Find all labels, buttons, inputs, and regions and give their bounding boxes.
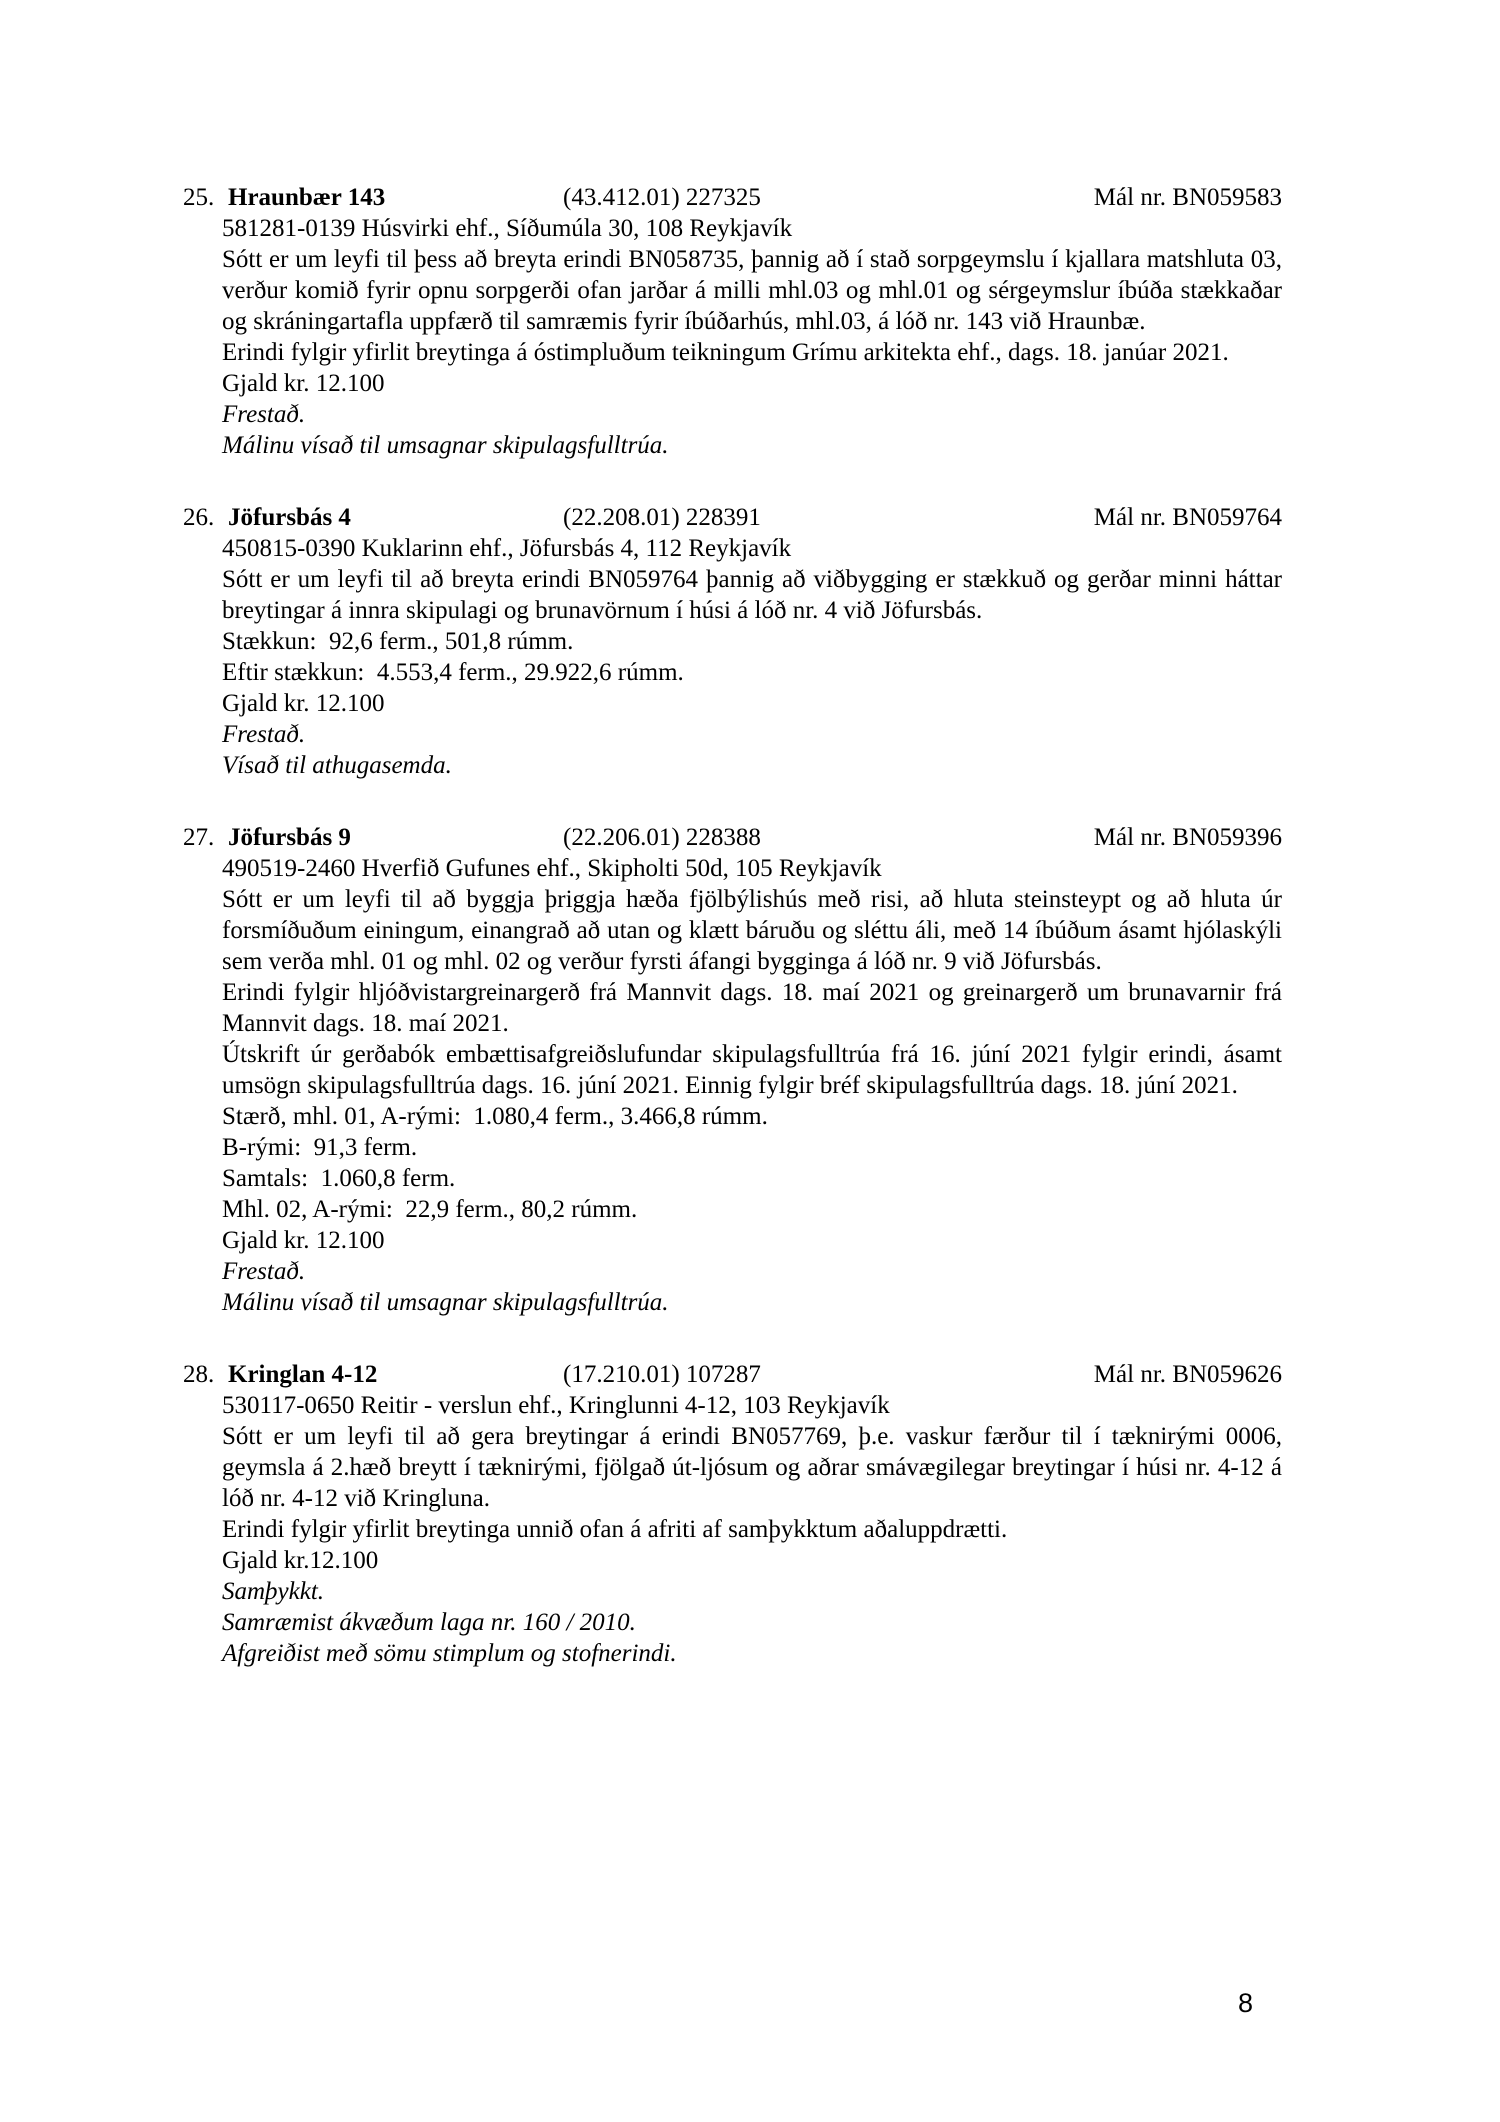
item-paragraph: Erindi fylgir hljóðvistargreinargerð frá Mannvit dags. 18. maí 2021 og greinargerð um brunavarnir frá Mannvit dags. 18. maí 2021. <box>222 979 1289 1037</box>
item-body <box>222 533 1289 781</box>
item-paragraph: Málinu vísað til umsagnar skipulagsfulltrúa. <box>222 1289 669 1316</box>
item-paragraph: Útskrift úr gerðabók embættisafgreiðslufundar skipulagsfulltrúa frá 16. júní 2021 fylgir erindi, ásamt umsögn skipulagsfulltrúa dags. 16. júní 2021. Einnig fylgir bréf skipulagsfulltrúa dags. 18. júní 2021. <box>222 1041 1289 1099</box>
item-owner: 490519-2460 Hverfið Gufunes ehf., Skipholti 50d, 105 Reykjavík <box>222 855 882 882</box>
item-number: 27. <box>183 824 215 851</box>
item-case-number: Mál nr. BN059396 <box>1093 824 1282 851</box>
item-number: 26. <box>183 504 215 531</box>
item-title: Jöfursbás 9 <box>228 824 351 851</box>
item-paragraph: Gjald kr. 12.100 <box>222 370 385 397</box>
item-paragraph: Samræmist ákvæðum laga nr. 160 / 2010. <box>222 1609 636 1636</box>
item-paragraph: Afgreiðist með sömu stimplum og stofnerindi. <box>222 1640 677 1667</box>
item-reference: (22.208.01) 228391 <box>563 504 761 531</box>
item-header <box>183 502 1282 533</box>
item-case-number: Mál nr. BN059764 <box>1093 504 1282 531</box>
item-body <box>222 1390 1289 1669</box>
page-number: 8 <box>1238 1988 1254 2018</box>
item-number: 25. <box>183 184 215 211</box>
item-owner: 581281-0139 Húsvirki ehf., Síðumúla 30, 108 Reykjavík <box>222 215 793 242</box>
item-title: Kringlan 4-12 <box>228 1361 378 1388</box>
agenda-item <box>183 1359 1289 1669</box>
item-paragraph: Vísað til athugasemda. <box>222 752 452 779</box>
item-header <box>183 182 1282 213</box>
item-title: Hraunbær 143 <box>228 184 386 211</box>
item-reference: (17.210.01) 107287 <box>563 1361 761 1388</box>
item-paragraph: Gjald kr.12.100 <box>222 1547 379 1574</box>
item-paragraph: Stærð, mhl. 01, A-rými: 1.080,4 ferm., 3.466,8 rúmm. <box>222 1103 768 1130</box>
item-paragraph: Gjald kr. 12.100 <box>222 690 385 717</box>
agenda-item <box>183 822 1289 1318</box>
item-paragraph: Sótt er um leyfi til þess að breyta erindi BN058735, þannig að í stað sorpgeymslu í kjallara matshluta 03, verður komið fyrir opnu sorpgerði ofan jarðar á milli mhl.03 og mhl.01 og sérgeymslur íbúða stækkaðar og skráningartafla uppfærð til samræmis fyrir íbúðarhús, mhl.03, á lóð nr. 143 við Hraunbæ. <box>222 246 1289 335</box>
item-paragraph: Frestað. <box>222 401 306 428</box>
item-paragraph: Frestað. <box>222 721 306 748</box>
item-paragraph: Sótt er um leyfi til að gera breytingar á erindi BN057769, þ.e. vaskur færður til í tæknirými 0006, geymsla á 2.hæð breytt í tæknirými, fjölgað út-ljósum og aðrar smávægilegar breytingar í húsi nr. 4-12 á lóð nr. 4-12 við Kringluna. <box>222 1423 1289 1512</box>
item-paragraph: Erindi fylgir yfirlit breytinga unnið ofan á afriti af samþykktum aðaluppdrætti. <box>222 1516 1008 1543</box>
item-paragraph: B-rými: 91,3 ferm. <box>222 1134 418 1161</box>
item-paragraph: Sótt er um leyfi til að byggja þriggja hæða fjölbýlishús með risi, að hluta steinsteypt og að hluta úr forsmíðuðum einingum, einangrað að utan og klætt báruðu og sléttu áli, með 14 íbúðum ásamt hjólaskýli sem verða mhl. 01 og mhl. 02 og verður fyrsti áfangi bygginga á lóð nr. 9 við Jöfursbás. <box>222 886 1289 975</box>
item-number: 28. <box>183 1361 215 1388</box>
item-paragraph: Stækkun: 92,6 ferm., 501,8 rúmm. <box>222 628 574 655</box>
item-owner: 530117-0650 Reitir - verslun ehf., Kringlunni 4-12, 103 Reykjavík <box>222 1392 890 1419</box>
item-body <box>222 853 1289 1318</box>
item-case-number: Mál nr. BN059583 <box>1093 184 1282 211</box>
item-paragraph: Mhl. 02, A-rými: 22,9 ferm., 80,2 rúmm. <box>222 1196 638 1223</box>
item-reference: (22.206.01) 228388 <box>563 824 761 851</box>
item-paragraph: Málinu vísað til umsagnar skipulagsfulltrúa. <box>222 432 669 459</box>
item-paragraph: Eftir stækkun: 4.553,4 ferm., 29.922,6 rúmm. <box>222 659 684 686</box>
item-header <box>183 822 1282 853</box>
item-header <box>183 1359 1282 1390</box>
item-owner: 450815-0390 Kuklarinn ehf., Jöfursbás 4, 112 Reykjavík <box>222 535 792 562</box>
item-reference: (43.412.01) 227325 <box>563 184 761 211</box>
item-paragraph: Frestað. <box>222 1258 306 1285</box>
item-paragraph: Sótt er um leyfi til að breyta erindi BN059764 þannig að viðbygging er stækkuð og gerðar minni háttar breytingar á innra skipulagi og brunavörnum í húsi á lóð nr. 4 við Jöfursbás. <box>222 566 1289 624</box>
item-case-number: Mál nr. BN059626 <box>1093 1361 1282 1388</box>
agenda-item <box>183 182 1289 461</box>
item-title: Jöfursbás 4 <box>228 504 351 531</box>
item-paragraph: Samtals: 1.060,8 ferm. <box>222 1165 456 1192</box>
items-list <box>183 182 1289 1669</box>
item-paragraph: Gjald kr. 12.100 <box>222 1227 385 1254</box>
item-paragraph: Samþykkt. <box>222 1578 325 1605</box>
agenda-item <box>183 502 1289 781</box>
item-paragraph: Erindi fylgir yfirlit breytinga á óstimpluðum teikningum Grímu arkitekta ehf., dags. 18. janúar 2021. <box>222 339 1229 366</box>
item-body <box>222 213 1289 461</box>
